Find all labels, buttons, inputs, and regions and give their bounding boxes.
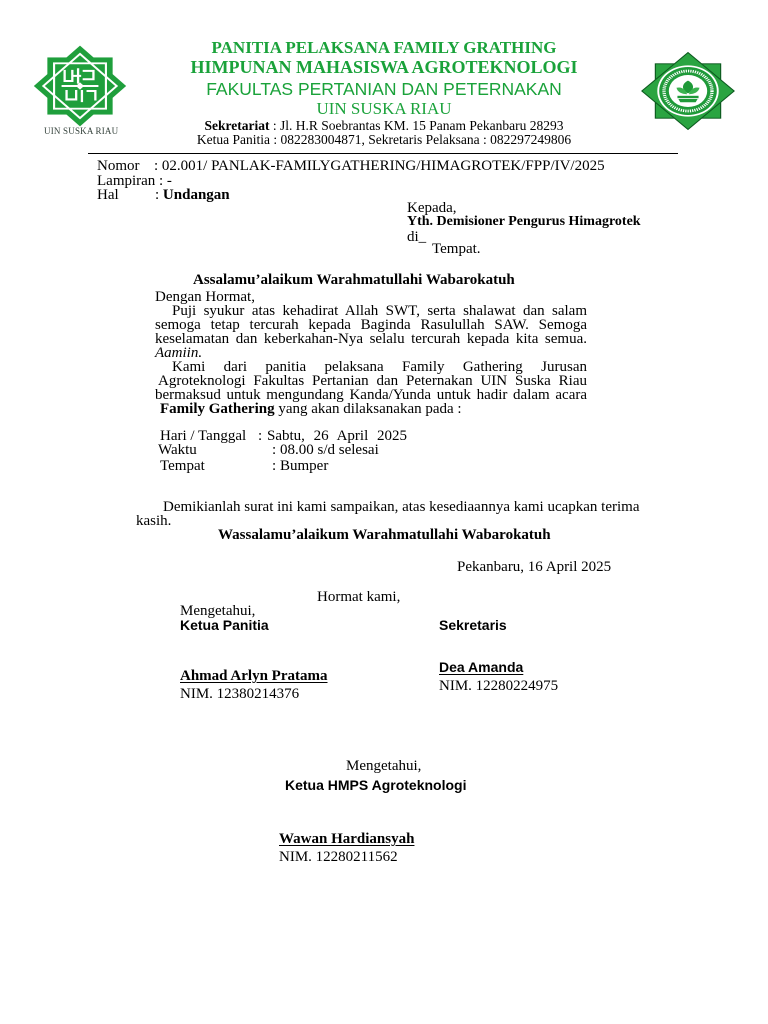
right-signer-name: Dea Amanda bbox=[439, 659, 524, 675]
hormat-kami: Hormat kami, bbox=[317, 589, 401, 605]
schedule-label-place: Tempat bbox=[160, 458, 205, 474]
paragraph-2-line-4-rest: yang akan dilaksanakan pada : bbox=[274, 401, 462, 417]
recipient-tempat: Tempat. bbox=[432, 241, 481, 257]
paragraph-2-line-2: Agroteknologi Fakultas Pertanian dan Peternakan UIN Suska Riau bbox=[158, 373, 587, 389]
lampiran-value: : - bbox=[159, 173, 172, 189]
closing-line-2: kasih. bbox=[136, 513, 172, 529]
address-label: Sekretariat bbox=[204, 118, 270, 133]
lampiran-label: Lampiran bbox=[97, 173, 156, 189]
paragraph-1-aamiin: Aamiin. bbox=[155, 345, 203, 361]
right-signer-role: Sekretaris bbox=[439, 617, 507, 633]
bottom-signer-role: Ketua HMPS Agroteknologi bbox=[285, 777, 467, 793]
contact-line: Ketua Panitia : 082283004871, Sekretaris Pelaksana : 082297249806 bbox=[196, 132, 572, 147]
left-signer-role: Ketua Panitia bbox=[180, 617, 269, 633]
schedule-label-time: Waktu bbox=[158, 442, 197, 458]
schedule-separator-time: : bbox=[272, 442, 277, 458]
paragraph-2-line-3: bermaksud untuk mengundang Kanda/Yunda untuk hadir dalam acara bbox=[155, 387, 587, 403]
paragraph-2-line-4 bbox=[160, 402, 462, 417]
schedule-value-date: Sabtu, 26 April 2025 bbox=[267, 428, 408, 444]
paragraph-1-line-2: semoga tetap tercurah kepada Baginda Rasulullah SAW. Semoga bbox=[155, 317, 587, 333]
bottom-signer-name: Wawan Hardiansyah bbox=[279, 831, 415, 847]
opening-salam: Assalamu’alaikum Warahmatullahi Wabarokatuh bbox=[193, 272, 515, 288]
hal-value: Undangan bbox=[162, 187, 230, 203]
recipient-di: di_ bbox=[407, 229, 427, 245]
org-title-line-3: FAKULTAS PERTANIAN DAN PETERNAKAN bbox=[206, 79, 562, 99]
recipient-kepada: Kepada, bbox=[407, 200, 457, 216]
left-signer-nim: NIM. 12380214376 bbox=[180, 686, 300, 702]
nomor-label: Nomor bbox=[97, 158, 140, 174]
right-signer-nim: NIM. 12280224975 bbox=[439, 678, 559, 694]
schedule-label-date: Hari / Tanggal bbox=[160, 428, 247, 444]
letterhead-divider bbox=[88, 153, 678, 154]
recipient-name: Yth. Demisioner Pengurus Himagrotek bbox=[407, 214, 641, 229]
org-title-line-4: UIN SUSKA RIAU bbox=[316, 99, 452, 118]
closing-salam: Wassalamu’alaikum Warahmatullahi Wabarokatuh bbox=[218, 527, 551, 543]
paragraph-1-line-1: Puji syukur atas kehadirat Allah SWT, serta shalawat dan salam bbox=[172, 303, 587, 319]
paragraph-1-line-3: keselamatan dan keberkahan-Nya selalu tercurah kepada kita semua. bbox=[155, 331, 587, 347]
address-text: : Jl. H.R Soebrantas KM. 15 Panam Pekanbaru 28293 bbox=[269, 118, 564, 133]
left-logo-caption: UIN SUSKA RIAU bbox=[44, 126, 119, 136]
schedule-separator-place: : bbox=[272, 458, 277, 474]
org-title-line-1: PANITIA PELAKSANA FAMILY GRATHING bbox=[211, 38, 557, 57]
nomor-value: : 02.001/ PANLAK-FAMILYGATHERING/HIMAGROTEK/FPP/IV/2025 bbox=[154, 158, 605, 174]
schedule-separator-date: : bbox=[258, 428, 263, 444]
greeting: Dengan Hormat, bbox=[155, 289, 255, 305]
address-line bbox=[0, 119, 768, 133]
left-mengetahui: Mengetahui, bbox=[180, 603, 256, 619]
event-name: Family Gathering bbox=[160, 401, 275, 417]
hal-label: Hal bbox=[97, 187, 119, 203]
bottom-mengetahui: Mengetahui, bbox=[346, 758, 422, 774]
schedule-value-time: 08.00 s/d selesai bbox=[280, 442, 379, 458]
hal-value-line bbox=[155, 188, 230, 203]
schedule-value-place: Bumper bbox=[280, 458, 329, 474]
closing-line-1: Demikianlah surat ini kami sampaikan, atas kesediaannya kami ucapkan terima bbox=[163, 499, 640, 515]
paragraph-2-line-1: Kami dari panitia pelaksana Family Gathering Jurusan bbox=[172, 359, 587, 375]
bottom-signer-nim: NIM. 12280211562 bbox=[279, 849, 398, 865]
hal-colon: : bbox=[155, 187, 163, 203]
place-date: Pekanbaru, 16 April 2025 bbox=[457, 559, 612, 575]
left-signer-name: Ahmad Arlyn Pratama bbox=[180, 668, 328, 684]
org-title-line-2: HIMPUNAN MAHASISWA AGROTEKNOLOGI bbox=[190, 57, 578, 77]
